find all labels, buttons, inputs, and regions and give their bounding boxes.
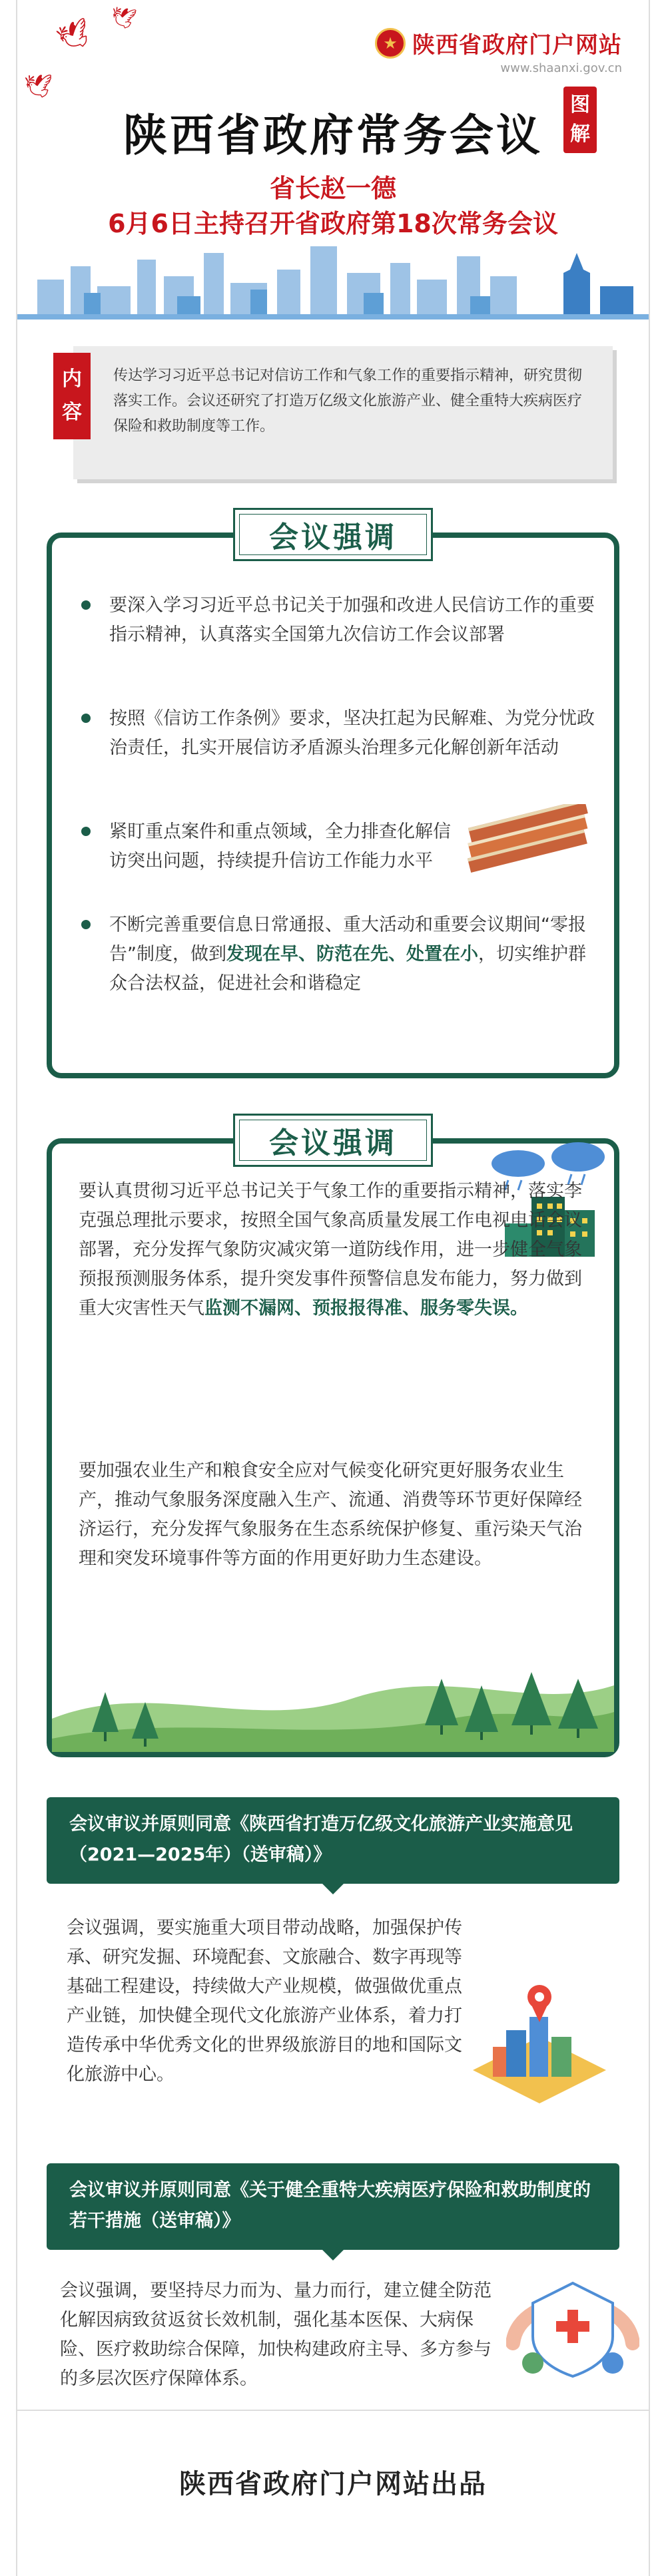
landscape-illustration (52, 1639, 614, 1752)
bullet-item: 紧盯重点案件和重点领域，全力排查化解信访突出问题，持续提升信访工作能力水平 (79, 817, 452, 876)
footer-credit: 陕西省政府门户网站出品 (179, 2469, 487, 2499)
city-skyline-illustration (17, 240, 649, 320)
paragraph-text: 要认真贯彻习近平总书记关于气象工作的重要指示精神，落实李克强总理批示要求，按照全国气象高质量发展工作电视电话会议部署，充分发挥气象防灾减灾第一道防线作用，进一步健全气象预报预测服务体系，提升突发事件预警信息发布能力，努力做到重大灾害性天气 (79, 1181, 582, 1319)
header (17, 0, 649, 320)
bullet-item: 按照《信访工作条例》要求，坚决扛起为民解难、为党分忧政治责任，扎实开展信访矛盾源头治理多元化解创新年活动 (79, 704, 598, 763)
tag-char: 解 (570, 122, 590, 146)
site-url: www.shaanxi.gov.cn (500, 61, 622, 75)
bullet-item: 要深入学习习近平总书记关于加强和改进人民信访工作的重要指示精神，认真落实全国第九次信访工作会议部署 (79, 591, 598, 650)
intro-section (53, 346, 613, 493)
bullet-item (79, 911, 598, 998)
site-logo[interactable] (375, 27, 622, 59)
banner-pointer (322, 2250, 344, 2260)
tourism-city-illustration (466, 1970, 613, 2117)
footer-divider (17, 2410, 649, 2411)
medical-care-illustration (506, 2263, 639, 2390)
paragraph-highlight: 监测不漏网、预报报得准、服务零失误。 (204, 1298, 528, 1319)
divider (454, 535, 601, 537)
banner-pointer (322, 1884, 344, 1894)
bird-icon: 🕊 (24, 73, 53, 100)
bird-icon: 🕊 (53, 15, 96, 57)
site-name: 陕西省政府门户网站 (412, 32, 622, 59)
banner-cultural-tourism: 会议审议并原则同意《陕西省打造万亿级文化旅游产业实施意见（2021—2025年）（送审稿）》 (47, 1797, 619, 1884)
bullet-text: 不断完善重要信息日常通报、重大活动和重要会议期间“零报告”制度，做到 (109, 915, 586, 965)
subtitle-meeting: 6月6日主持召开省政府第18次常务会议 (108, 209, 558, 238)
medical-insurance-paragraph: 会议强调，要坚持尽力而为、量力而行，建立健全防范化解因病致贫返贫长效机制，强化基本医保、大病保险、医疗救助综合保障，加快构建政府主导、多方参与的多层次医疗保障体系。 (60, 2280, 492, 2389)
file-folders-illustration (452, 804, 598, 877)
intro-tag (53, 353, 91, 439)
meteorology-paragraph-1 (79, 1177, 598, 1323)
tag-char: 图 (570, 93, 590, 116)
intro-text: 传达学习习近平总书记对信访工作和气象工作的重要指示精神，研究贯彻落实工作。会议还研究了打造万亿级文化旅游产业、健全重特大疾病医疗保险和救助制度等工作。 (73, 346, 613, 479)
page-title: 陕西省政府常务会议 (123, 110, 543, 161)
bullet-highlight: 发现在早、防范在先、处置在小 (226, 944, 478, 965)
tag-char: 内 (62, 367, 82, 391)
tag-char: 容 (62, 401, 82, 424)
cultural-tourism-paragraph: 会议强调，要实施重大项目带动战略，加强保护传承、研究发掘、环境配套、文旅融合、数字再现等基础工程建设，持续做大产业规模，做强做优重点产业链，加快健全现代文化旅游产业体系，着力打造传承中华优秀文化的世界级旅游目的地和国际文化旅游中心。 (67, 1918, 462, 2085)
bullet-text: ，切实维护群众合法权益，促进社会和谐稳定 (109, 944, 586, 994)
meteorology-paragraph-2: 要加强农业生产和粮食安全应对气候变化研究更好服务农业生产，推动气象服务深度融入生产、流通、消费等环节更好保障经济运行，充分发挥气象服务在生态系统保护修复、重污染天气治理和突发环境事件等方面的作用更好助力生态建设。 (79, 1460, 582, 1569)
infographic-tag (563, 87, 597, 153)
banner-medical-insurance: 会议审议并原则同意《关于健全重特大疾病医疗保险和救助制度的若干措施（送审稿）》 (47, 2163, 619, 2250)
section-title: 会议强调 (233, 1114, 433, 1167)
divider (65, 535, 212, 537)
section-title: 会议强调 (233, 508, 433, 561)
section-petition-work (47, 521, 619, 1078)
subtitle-governor: 省长赵一德 (269, 174, 396, 203)
bird-icon: 🕊 (109, 4, 138, 33)
national-emblem-icon: ★ (375, 28, 406, 59)
divider (65, 1140, 212, 1142)
section-meteorology-work (47, 1126, 619, 1757)
